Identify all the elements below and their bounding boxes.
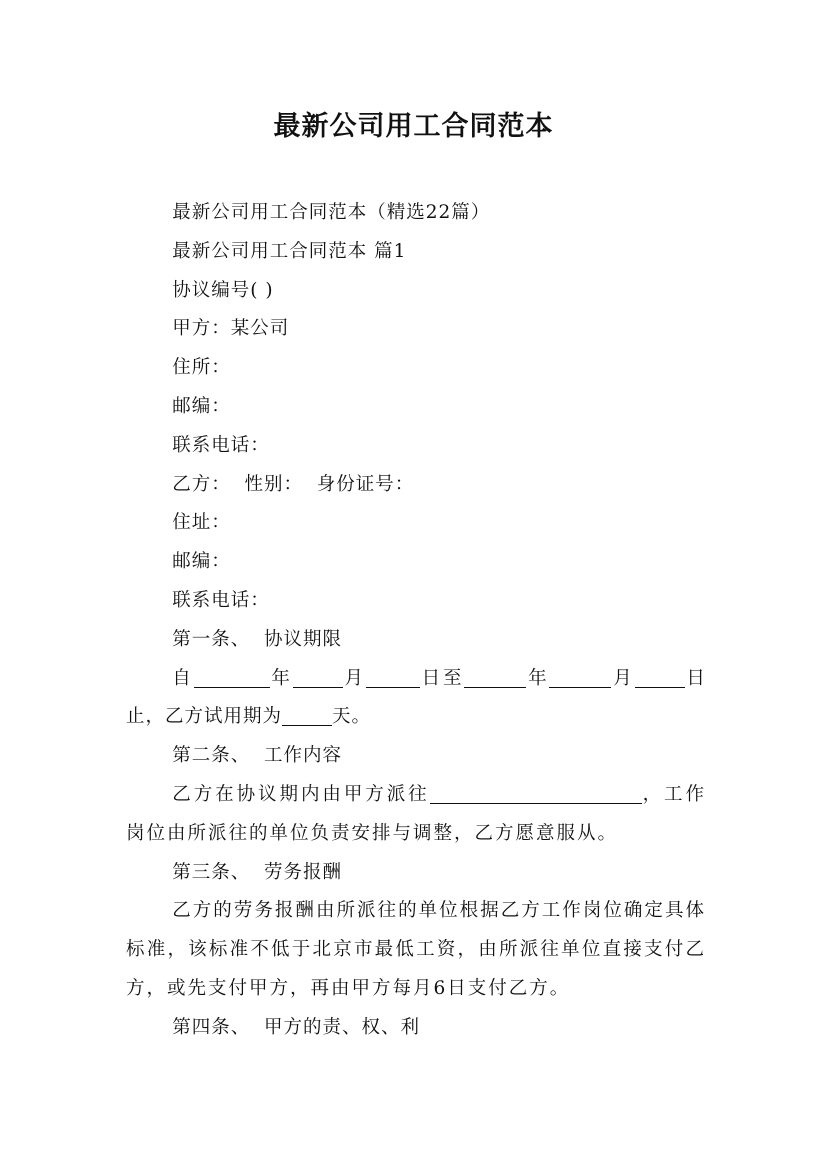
pay-paragraph: 乙方的劳务报酬由所派往的单位根据乙方工作岗位确定具体标准，该标准不低于北京市最低工资，由所派往单位直接支付乙方，或先支付甲方，再由甲方每月6日支付乙方。	[126, 900, 706, 999]
term-year-2: 年	[526, 667, 550, 689]
blank-month-end	[549, 668, 611, 688]
blank-year-start	[194, 668, 270, 688]
section-heading: 最新公司用工合同范本 篇1	[172, 240, 407, 262]
party-b-postcode: 邮编：	[172, 551, 231, 573]
term-from: 自	[172, 667, 194, 689]
blank-probation-days	[282, 707, 332, 727]
party-b-address: 住址：	[172, 512, 231, 534]
term-paragraph	[126, 660, 706, 738]
article-4-heading: 第四条、 甲方的责、权、利	[172, 1016, 421, 1038]
term-end: 日止，乙方试用期为	[126, 667, 706, 728]
party-a-address: 住所：	[172, 357, 231, 379]
document-title: 最新公司用工合同范本	[273, 111, 554, 142]
article-1-heading: 第一条、 协议期限	[172, 628, 343, 650]
term-month-2: 月	[611, 667, 635, 689]
intro-line: 最新公司用工合同范本（精选22篇）	[172, 202, 491, 223]
term-month-1: 月	[342, 667, 366, 689]
document-body	[126, 194, 706, 1048]
article-2-heading: 第二条、 工作内容	[172, 745, 343, 767]
blank-assignment	[430, 784, 642, 804]
party-a: 甲方：某公司	[172, 318, 290, 340]
party-a-phone: 联系电话：	[172, 434, 270, 456]
agreement-number: 协议编号( )	[172, 279, 274, 301]
work-paragraph	[126, 776, 706, 854]
term-year-1: 年	[269, 667, 293, 689]
work-text-1: 乙方在协议期内由甲方派往	[172, 783, 430, 805]
party-a-postcode: 邮编：	[172, 395, 231, 417]
blank-day-start	[366, 668, 420, 688]
work-text-2: ，工作岗位由所派往的单位负责安排与调整，乙方愿意服从。	[126, 783, 706, 844]
blank-year-end	[464, 668, 526, 688]
term-days: 天。	[332, 706, 372, 728]
article-3-heading: 第三条、 劳务报酬	[172, 861, 343, 883]
party-b: 乙方： 性别： 身份证号：	[172, 473, 415, 495]
party-b-phone: 联系电话：	[172, 589, 270, 611]
blank-month-start	[293, 668, 343, 688]
term-day-to: 日至	[419, 667, 465, 689]
blank-day-end	[635, 668, 685, 688]
